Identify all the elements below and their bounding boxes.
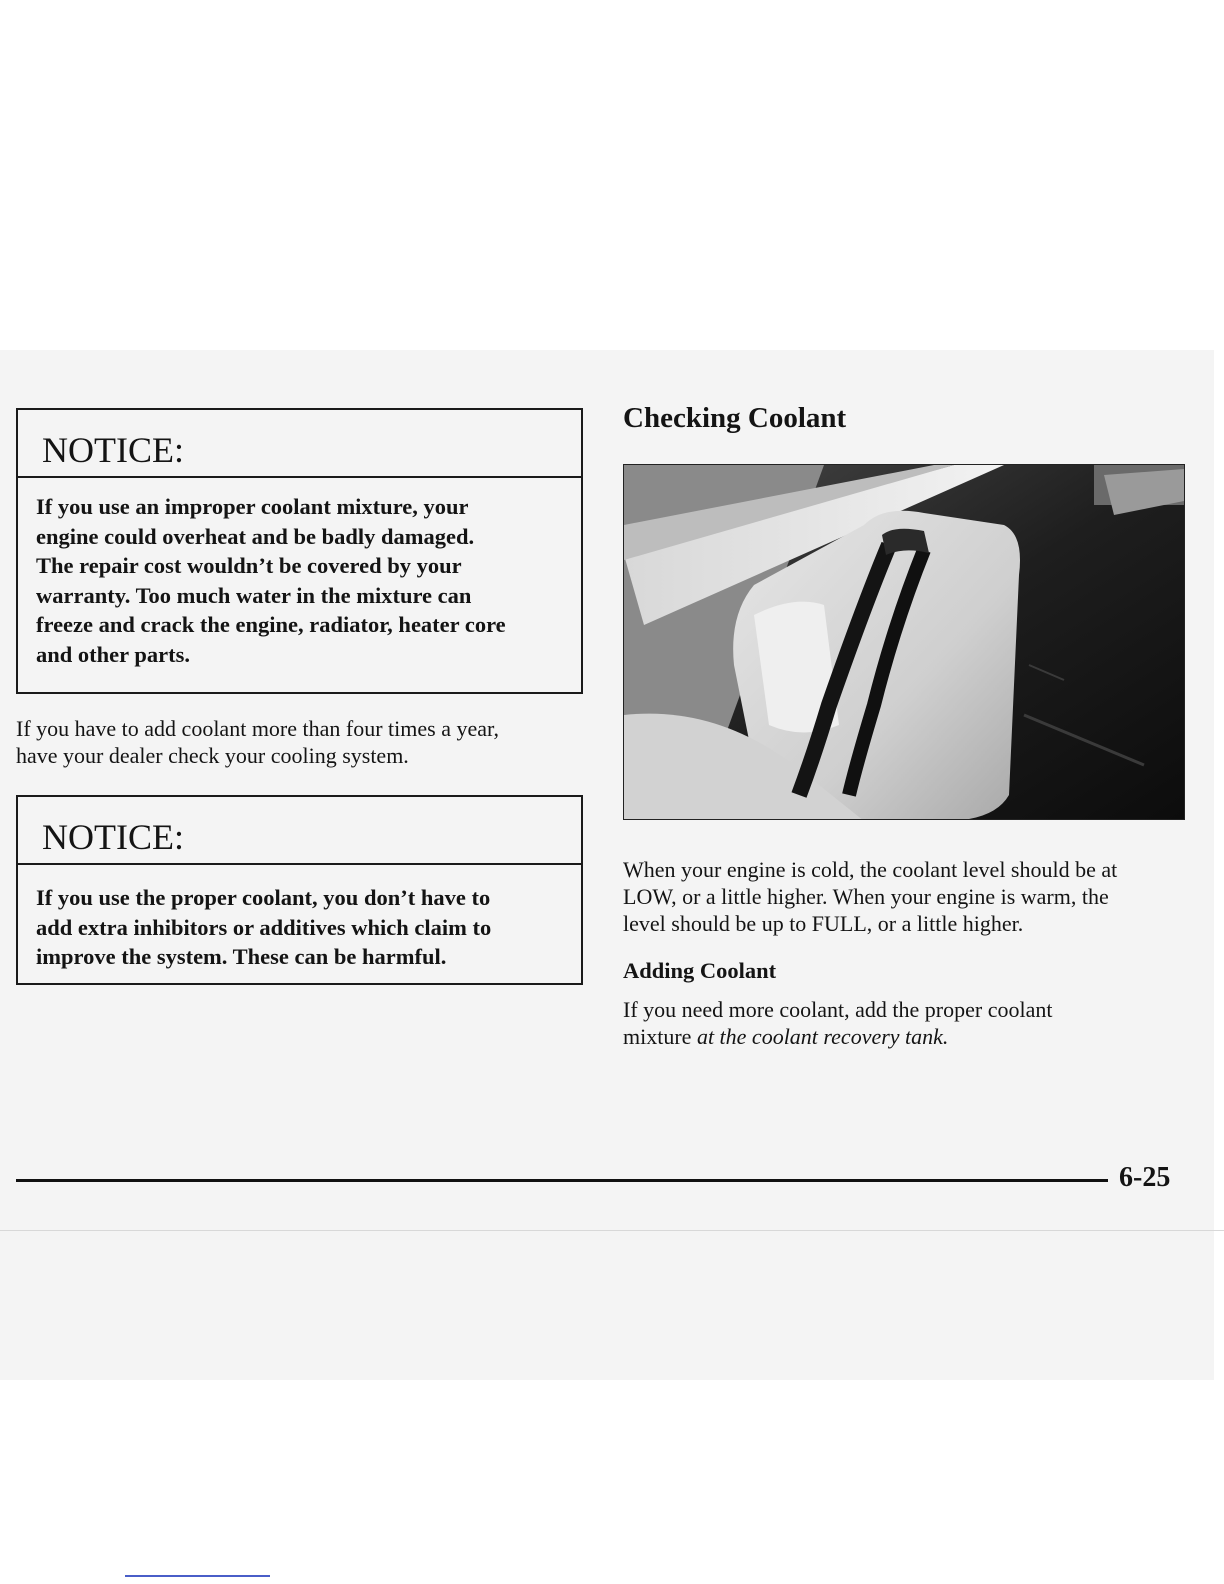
notice-title: NOTICE: xyxy=(18,410,581,478)
notice-line: improve the system. These can be harmful. xyxy=(36,944,447,969)
paragraph-text: mixture xyxy=(623,1024,697,1049)
paragraph-line xyxy=(623,1023,1203,1050)
paragraph-line: If you need more coolant, add the proper coolant xyxy=(623,997,1053,1022)
section-heading-checking-coolant: Checking Coolant xyxy=(623,402,847,434)
notice-line: freeze and crack the engine, radiator, heater core xyxy=(36,612,506,637)
notice-line: and other parts. xyxy=(36,641,190,667)
paragraph-line: If you have to add coolant more than four times a year, xyxy=(16,716,499,741)
notice-line: warranty. Too much water in the mixture can xyxy=(36,582,472,608)
add-coolant-frequency-paragraph xyxy=(16,715,586,769)
notice-box-improper-coolant xyxy=(16,408,583,694)
adding-coolant-paragraph xyxy=(623,996,1203,1050)
paragraph-emphasis: at the coolant recovery tank. xyxy=(696,1024,949,1049)
notice-line: add extra inhibitors or additives which claim to xyxy=(36,914,492,940)
paragraph-line: have your dealer check your cooling system. xyxy=(16,743,409,768)
divider xyxy=(0,1230,1224,1231)
page-number: 6-25 xyxy=(1119,1162,1171,1193)
paragraph-line: When your engine is cold, the coolant level should be at xyxy=(623,857,1118,882)
coolant-level-paragraph xyxy=(623,856,1203,937)
notice-line: If you use the proper coolant, you don’t have to xyxy=(36,885,491,910)
notice-body xyxy=(18,478,581,669)
notice-line: engine could overheat and be badly damaged. xyxy=(36,523,475,549)
paragraph-line: LOW, or a little higher. When your engine is warm, the xyxy=(623,884,1109,909)
notice-line: If you use an improper coolant mixture, your xyxy=(36,494,469,519)
notice-title: NOTICE: xyxy=(18,797,581,865)
coolant-tank-photo xyxy=(623,464,1185,820)
underline-mark xyxy=(125,1575,270,1577)
notice-box-proper-coolant xyxy=(16,795,583,985)
paragraph-line: level should be up to FULL, or a little higher. xyxy=(623,911,1024,936)
footer-rule xyxy=(16,1179,1108,1182)
subheading-adding-coolant: Adding Coolant xyxy=(623,958,777,983)
notice-line: The repair cost wouldn’t be covered by your xyxy=(36,553,462,578)
notice-body xyxy=(18,865,581,972)
